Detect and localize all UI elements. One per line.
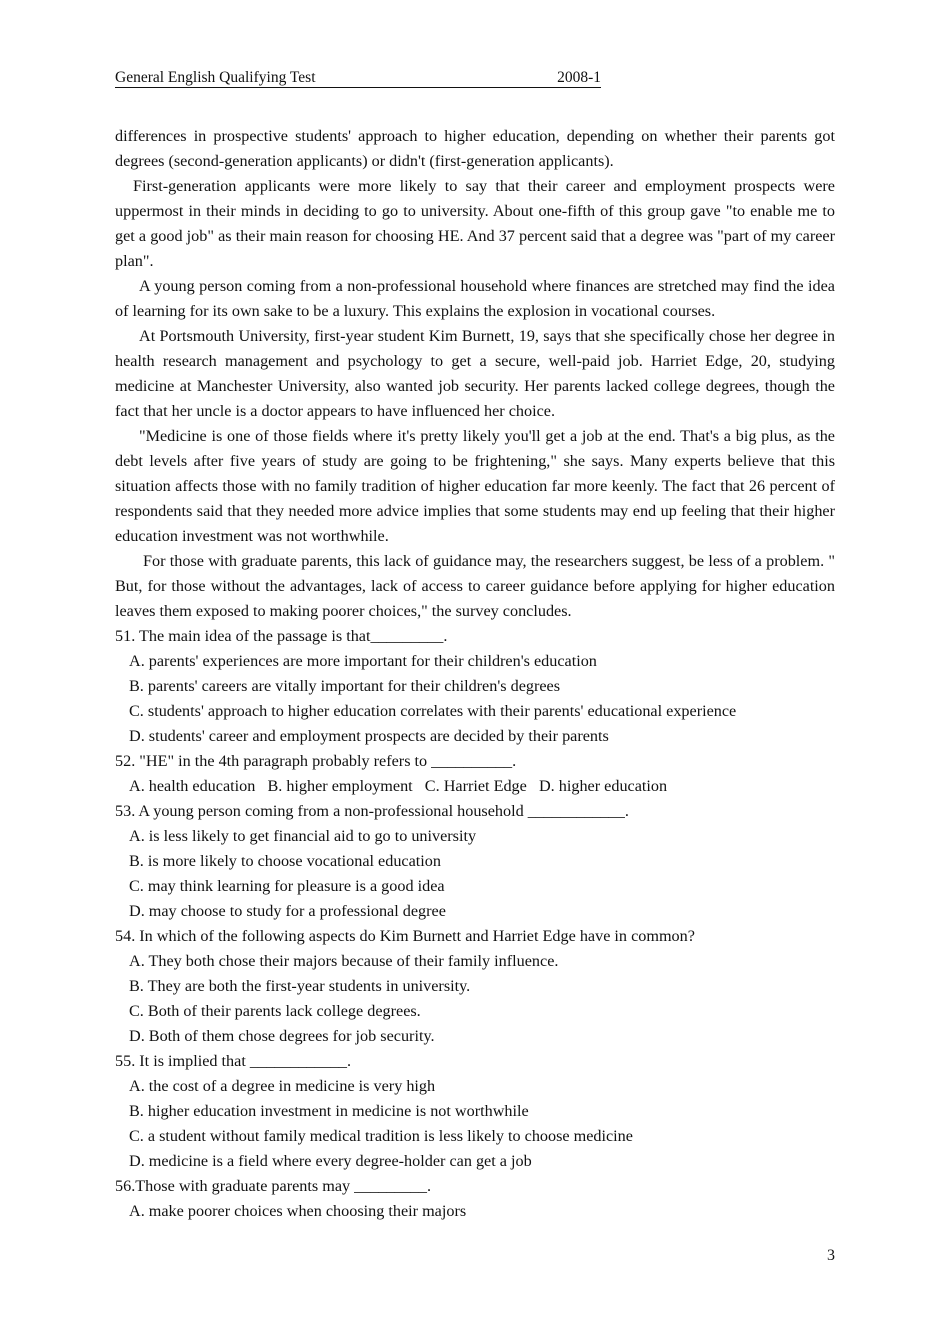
question-option: D. students' career and employment prospects are decided by their parents — [129, 727, 609, 745]
question-option: C. students' approach to higher education correlates with their parents' educational experience — [129, 702, 737, 720]
question-option: C. a student without family medical tradition is less likely to choose medicine — [129, 1127, 633, 1145]
question-option: C. may think learning for pleasure is a good idea — [129, 877, 445, 895]
question-option: B. They are both the first-year students in university. — [129, 977, 471, 995]
passage-paragraph: First-generation applicants were more likely to say that their career and employment prospects were uppermost in their minds in deciding to go to university. About one-fifth of this group gave "to enable me to get a good job" as their main reason for choosing HE. And 37 percent said that a degree was "part of my career plan". — [115, 177, 835, 270]
question-option: A. make poorer choices when choosing their majors — [129, 1202, 467, 1220]
passage-paragraph: For those with graduate parents, this lack of guidance may, the researchers suggest, be less of a problem. " But, for those without the advantages, lack of access to career guidance before applying for higher education leaves them exposed to making poorer choices," the survey concludes. — [115, 552, 835, 620]
question-stem: 53. A young person coming from a non-professional household ____________. — [115, 802, 629, 820]
question-51 — [115, 624, 835, 749]
question-stem: 52. "HE" in the 4th paragraph probably refers to __________. — [115, 752, 517, 770]
question-stem: 55. It is implied that ____________. — [115, 1052, 352, 1070]
question-stem: 54. In which of the following aspects do Kim Burnett and Harriet Edge have in common? — [115, 927, 695, 945]
question-option: B. higher education investment in medicine is not worthwhile — [129, 1102, 529, 1120]
question-option: A. parents' experiences are more important for their children's education — [129, 652, 597, 670]
question-option: A. is less likely to get financial aid to go to university — [129, 827, 477, 845]
passage-paragraph: A young person coming from a non-professional household where finances are stretched may find the idea of learning for its own sake to be a luxury. This explains the explosion in vocational courses. — [115, 277, 835, 320]
question-option: C. Both of their parents lack college degrees. — [129, 1002, 421, 1020]
question-option: A. They both chose their majors because of their family influence. — [129, 952, 559, 970]
page-content — [115, 124, 835, 1224]
header-code: 2008-1 — [557, 69, 601, 86]
header-title: General English Qualifying Test — [115, 69, 316, 86]
question-option: B. is more likely to choose vocational education — [129, 852, 441, 870]
question-option: D. Both of them chose degrees for job security. — [129, 1027, 435, 1045]
question-56 — [115, 1174, 835, 1224]
question-option: A. the cost of a degree in medicine is very high — [129, 1077, 436, 1095]
passage-paragraph: At Portsmouth University, first-year student Kim Burnett, 19, says that she specifically chose her degree in health research management and psychology to get a secure, well-paid job. Harriet Edge, 20, studying medicine at Manchester University, also wanted job security. Her parents lacked college degrees, though the fact that her uncle is a doctor appears to have influenced her choice. — [115, 327, 835, 420]
question-option: D. may choose to study for a professional degree — [129, 902, 446, 920]
question-option: D. medicine is a field where every degree-holder can get a job — [129, 1152, 532, 1170]
question-option: B. parents' careers are vitally important for their children's degrees — [129, 677, 561, 695]
passage-paragraph: differences in prospective students' approach to higher education, depending on whether their parents got degrees (second-generation applicants) or didn't (first-generation applicants). — [115, 127, 835, 170]
question-stem: 56.Those with graduate parents may _________. — [115, 1177, 432, 1195]
question-54 — [115, 924, 835, 1049]
question-53 — [115, 799, 835, 924]
passage-paragraph: "Medicine is one of those fields where it's pretty likely you'll get a job at the end. That's a big plus, as the debt levels after five years of study are going to be frightening," she says. Many experts believe that this situation affects those with no family tradition of higher education far more keenly. The fact that 26 percent of respondents said that they needed more advice implies that some students may end up feeling that their higher education investment was not worthwhile. — [115, 427, 835, 545]
question-stem: 51. The main idea of the passage is that_________. — [115, 627, 448, 645]
question-52 — [115, 749, 835, 799]
question-55 — [115, 1049, 835, 1174]
page-header — [115, 68, 601, 88]
page-number: 3 — [827, 1247, 835, 1264]
question-options-line: A. health education B. higher employment C. Harriet Edge D. higher education — [129, 777, 668, 795]
